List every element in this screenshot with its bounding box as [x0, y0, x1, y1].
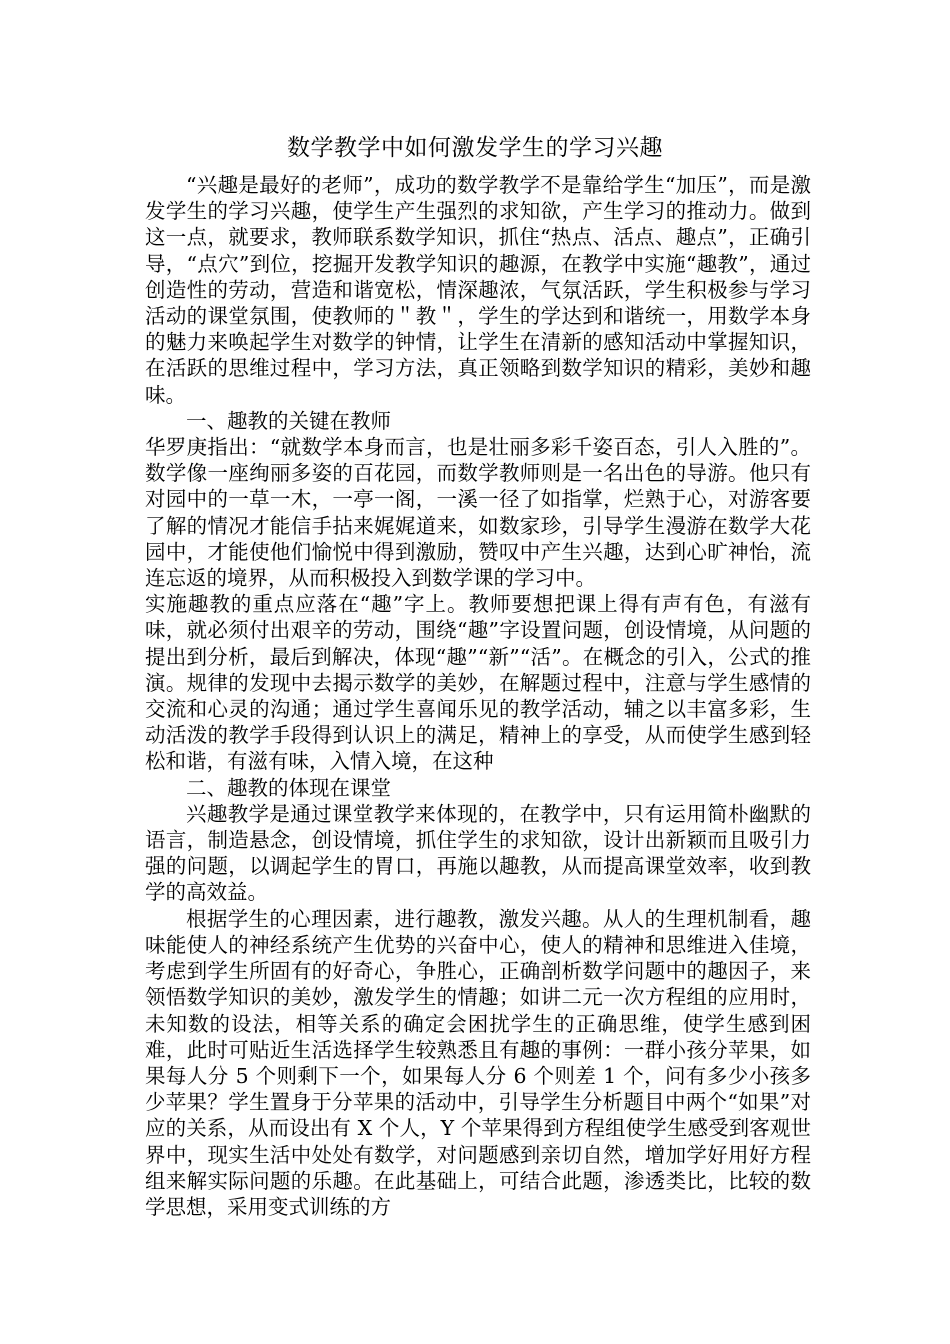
document-body	[145, 172, 811, 1220]
intro-paragraph: “兴趣是最好的老师”，成功的数学教学不是靠给学生“加压”，而是激发学生的学习兴趣，使学生产生强烈的求知欲，产生学习的推动力。做到这一点，就要求，教师联系数学知识，抓住“热点、活点、趣点”，正确引导，“点穴”到位，挖掘开发教学知识的趣源，在教学中实施“趣教”，通过创造性的劳动，营造和谐宽松，情深趣浓，气氛活跃，学生积极参与学习活动的课堂氛围，使教师的＂教＂，学生的学达到和谐统一，用数学本身的魅力来唤起学生对数学的钟情，让学生在清新的感知活动中掌握知识，在活跃的思维过程中，学习方法，真正领略到数学知识的精彩，美妙和趣味。	[145, 173, 811, 407]
body-paragraph: 华罗庚指出：“就数学本身而言，也是壮丽多彩千姿百态，引人入胜的”。数学像一座绚丽多姿的百花园，而数学教师则是一名出色的导游。他只有对园中的一草一木，一亭一阁，一溪一径了如指掌，烂熟于心，对游客要了解的情况才能信手拈来娓娓道来，如数家珍，引导学生漫游在数学大花园中，才能使他们愉悦中得到激励，赞叹中产生兴趣，达到心旷神怡，流连忘返的境界，从而积极投入到数学课的学习中。	[145, 435, 811, 591]
section-heading-1: 一、趣教的关键在教师	[186, 408, 391, 433]
document-title: 数学教学中如何激发学生的学习兴趣	[287, 135, 663, 161]
body-paragraph: 实施趣教的重点应落在“趣”字上。教师要想把课上得有声有色，有滋有味，就必须付出艰辛的劳动，围绕“趣”字设置问题，创设情境，从问题的提出到分析，最后到解决，体现“趣”“新”“活”。在概念的引入，公式的推演。规律的发现中去揭示数学的美妙，在解题过程中，注意与学生感情的交流和心灵的沟通；通过学生喜闻乐见的教学活动，辅之以丰富多彩，生动活泼的教学手段得到认识上的满足，精神上的享受，从而使学生感到轻松和谐，有滋有味，入情入境，在这种	[145, 592, 811, 774]
body-paragraph: 根据学生的心理因素，进行趣教，激发兴趣。从人的生理机制看，趣味能使人的神经系统产生优势的兴奋中心，使人的精神和思维进入佳境，考虑到学生所固有的好奇心，争胜心，正确剖析数学问题中的趣因子，来领悟数学知识的美妙，激发学生的情趣；如讲二元一次方程组的应用时，未知数的设法，相等关系的确定会困扰学生的正确思维，使学生感到困难，此时可贴近生活选择学生较熟悉且有趣的事例：一群小孩分苹果，如果每人分 5 个则剩下一个，如果每人分 6 个则差 1 个，问有多少小孩多少苹果？学生置身于分苹果的活动中，引导学生分析题目中两个“如果”对应的关系，从而设出有 X 个人，Y 个苹果得到方程组使学生感受到客观世界中，现实生活中处处有数学，对问题感到亲切自然，增加学好用好方程组来解实际问题的乐趣。在此基础上，可结合此题，渗透类比，比较的数学思想，采用变式训练的方	[145, 906, 811, 1219]
body-paragraph: 兴趣教学是通过课堂教学来体现的，在教学中，只有运用简朴幽默的语言，制造悬念，创设情境，抓住学生的求知欲，设计出新颖而且吸引力强的问题，以调起学生的胃口，再施以趣教，从而提高课堂效率，收到教学的高效益。	[145, 801, 811, 905]
section-heading-2: 二、趣教的体现在课堂	[186, 775, 391, 800]
